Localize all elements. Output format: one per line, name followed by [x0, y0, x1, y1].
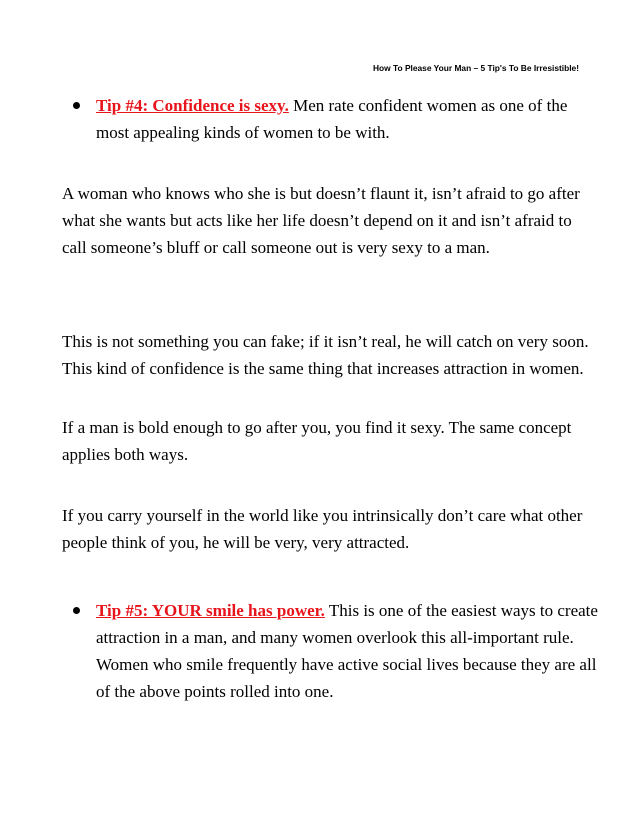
bullet-dot — [73, 102, 80, 109]
tip-5-heading: Tip #5: YOUR smile has power. — [96, 601, 325, 620]
tip-5-body: This is one of the easiest ways to create attraction in a man, and many women overlook this all-important rule. Women who smile frequently have active social lives because they are all of the above points rolled into one. — [96, 601, 598, 701]
tip-4-body: Men rate confident women as one of the most appealing kinds of women to be with. — [96, 96, 568, 142]
paragraph-1: A woman who knows who she is but doesn’t flaunt it, isn’t afraid to go after what she wants but acts like her life doesn’t depend on it and isn’t afraid to call someone’s bluff or call someone out is very sexy to a man. — [62, 184, 580, 257]
tip-5-text — [96, 597, 598, 705]
tip-4-bullet — [62, 92, 598, 146]
paragraph-3: If a man is bold enough to go after you, you find it sexy. The same concept applies both ways. — [62, 418, 572, 464]
paragraph-2: This is not something you can fake; if it isn’t real, he will catch on very soon. This kind of confidence is the same thing that increases attraction in women. — [62, 332, 589, 378]
page-header: How To Please Your Man – 5 Tip's To Be Irresistible! — [373, 63, 579, 73]
tip-4-text — [96, 92, 598, 146]
tip-5-bullet — [62, 597, 598, 705]
bullet-dot — [73, 607, 80, 614]
paragraph-4: If you carry yourself in the world like you intrinsically don’t care what other people think of you, he will be very, very attracted. — [62, 506, 583, 552]
tip-4-heading: Tip #4: Confidence is sexy. — [96, 96, 289, 115]
